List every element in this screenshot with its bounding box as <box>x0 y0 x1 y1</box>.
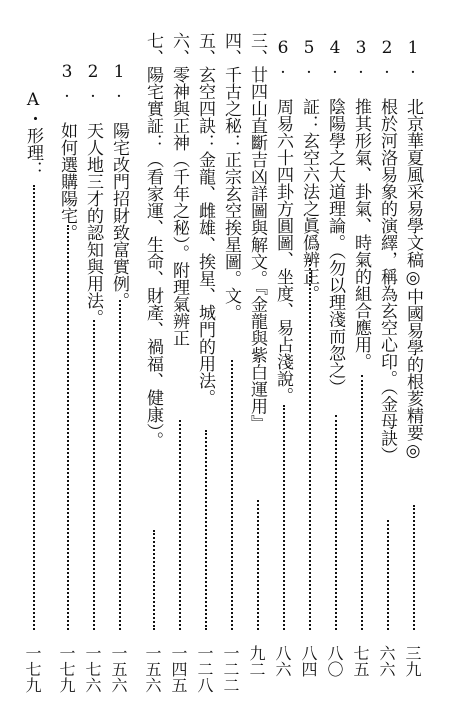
toc-entry-text: 六、零神與正神（千年之秘）。附理氣辨正 <box>169 32 189 347</box>
leader-dots <box>205 430 207 630</box>
page-number: 一五六 <box>143 645 162 693</box>
leader-dots <box>231 360 233 630</box>
toc-entry-7-2 <box>84 62 101 326</box>
leader-dots <box>153 530 155 630</box>
toc-entry-a-form <box>24 90 41 178</box>
page-number: 九二 <box>247 645 266 677</box>
toc-section-3 <box>248 32 265 432</box>
toc-entry-text: 三、廿四山直斷吉凶詳圖與解文。『金龍與紫白運用』 <box>247 32 267 432</box>
toc-entry-text: 四、千古之秘：正宗玄空挨星圖。文。 <box>221 32 241 321</box>
toc-section-5 <box>196 32 213 406</box>
toc-entry-text: A・形理： <box>23 90 43 178</box>
page-number: 一四五 <box>169 645 188 693</box>
toc-entry-text: 3. 如何選購陽宅。 <box>57 62 77 241</box>
leader-dots <box>387 520 389 630</box>
toc-section-6 <box>170 32 187 347</box>
toc-entry-7-1 <box>110 62 127 309</box>
leader-dots <box>413 505 415 630</box>
page-number: 一七九 <box>23 645 42 693</box>
leader-dots <box>67 225 69 630</box>
toc-entry-6 <box>274 38 291 404</box>
page-number: 八〇 <box>325 645 344 677</box>
page-number: 八六 <box>273 645 292 677</box>
toc-entry-text: 4. 陰陽學之大道理論。（勿以理淺而忽之） <box>325 38 345 396</box>
page-number: 八四 <box>299 645 318 677</box>
toc-entry-text: 七、陽宅實証：（看家運、生命、財產、禍福、健康）。 <box>143 32 163 449</box>
page-number: 三九 <box>403 645 422 677</box>
leader-dots <box>33 185 35 630</box>
page-number: 六六 <box>377 645 396 677</box>
page-number: 七五 <box>351 645 370 677</box>
toc-section-7 <box>144 32 161 449</box>
page-number: 一七九 <box>57 645 76 693</box>
leader-dots <box>179 420 181 630</box>
leader-dots <box>335 415 337 630</box>
toc-entry-text: 五、玄空四訣：金龍、雌雄、挨星、城門的用法。 <box>195 32 215 406</box>
leader-dots <box>361 375 363 630</box>
toc-entry-1 <box>404 38 421 461</box>
toc-entry-text: 1. 北京華夏風采易學文稿◎中國易學的根荄精要◎ <box>403 38 423 461</box>
toc-entry-2 <box>378 38 395 464</box>
leader-dots <box>283 405 285 630</box>
toc-entry-text: 5. 証：玄空六法之眞僞辨正。 <box>299 38 319 302</box>
toc-entry-text: 3. 推其形氣、卦氣、時氣的組合應用。 <box>351 38 371 370</box>
toc-entry-text: 2. 根於河洛易象的演繹，稱為玄空心印。（金母訣） <box>377 38 397 464</box>
leader-dots <box>93 320 95 630</box>
page-number: 一五六 <box>109 645 128 693</box>
toc-entry-7-3 <box>58 62 75 241</box>
page-number: 一二八 <box>195 645 214 693</box>
toc-entry-4 <box>326 38 343 396</box>
toc-entry-text: 1. 陽宅改門招財致富實例。 <box>109 62 129 309</box>
toc-section-4 <box>222 32 239 321</box>
leader-dots <box>309 260 311 630</box>
page-number: 一二二 <box>221 645 240 693</box>
toc-entry-3 <box>352 38 369 370</box>
toc-entry-text: 6. 周易六十四卦方圓圖、坐度、易占淺說。 <box>273 38 293 404</box>
page-number: 一七六 <box>83 645 102 693</box>
toc-entry-text: 2. 天人地三才的認知與用法。 <box>83 62 103 326</box>
leader-dots <box>257 500 259 630</box>
leader-dots <box>119 300 121 630</box>
